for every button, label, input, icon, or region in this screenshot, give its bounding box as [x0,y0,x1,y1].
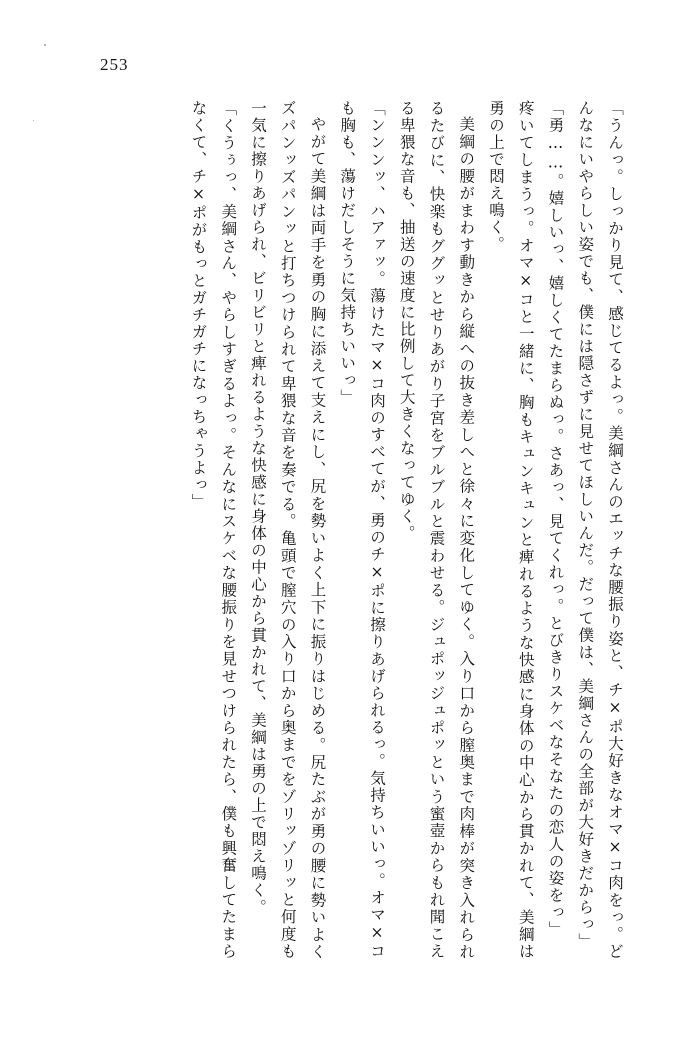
paragraph: 疼いてしまうっ。オマ×コと一緒に、胸もキュンキュンと痺れるような快感に身体の中心から貫かれて、美綱は勇の上で悶え鳴く。 [487,100,535,961]
paragraph: 美綱の腰がまわす動きから縦への抜き差しへと徐々に変化してゆく。入り口から膣奥まで肉棒が突き入れられるたびに、快楽もググッとせりあがり子宮をブルブルと震わせる。ジュポッジュポッという蜜壺からもれ聞こえる卑猥な音も、抽送の速度に比例して大きくなってゆく。 [397,100,476,960]
page-speck [44,44,46,46]
page-body-text [69,100,629,960]
paragraph: 「うんっ。しっかり見て、感じてるよっ。美綱さんのエッチな腰振り姿と、チ×ポ大好きなオマ×コ肉をっ。どんなにいやらしい姿でも、僕には隠さずに見せてほしいんだ。だって僕は、美綱さんの全部が大好きだからっ」 [576,100,624,960]
page-number: 253 [100,55,129,74]
paragraph: 「ンンンッ、ハアァッ。蕩けたマ×コ肉のすべてが、勇のチ×ポに擦りあげられるっ。気持ちいいっ。オマ×コも胸も、蕩けだしそうに気持ちいいっ」 [338,100,386,960]
paragraph: 「くうぅっ、美綱さん、やらしすぎるよっ。そんなにスケベな腰振りを見せつけられたら、僕も興奮してたまらなくて、チ×ポがもっとガチガチになっちゃうよっ」 [189,100,238,961]
paragraph: やがて美綱は両手を勇の胸に添えて支えにし、尻を勢いよく上下に振りはじめる。尻たぶが勇の腰に勢いよくズパンッズパンッと打ちつけられて卑猥な音を奏でる。亀頭で膣穴の入り口から奥までをゾリッゾリッと何度も一気に擦りあげられ、ビリビリと痺れるような快感に身体の中心から貫かれて、美綱は勇の上で悶え鳴く。 [249,100,327,960]
page-speck [33,120,34,121]
paragraph: 「勇……。嬉しいっ、嬉しくてたまらぬっ。さあっ、見てくれっ。とびきりスケベなそなたの恋人の姿をっ」 [546,100,565,938]
